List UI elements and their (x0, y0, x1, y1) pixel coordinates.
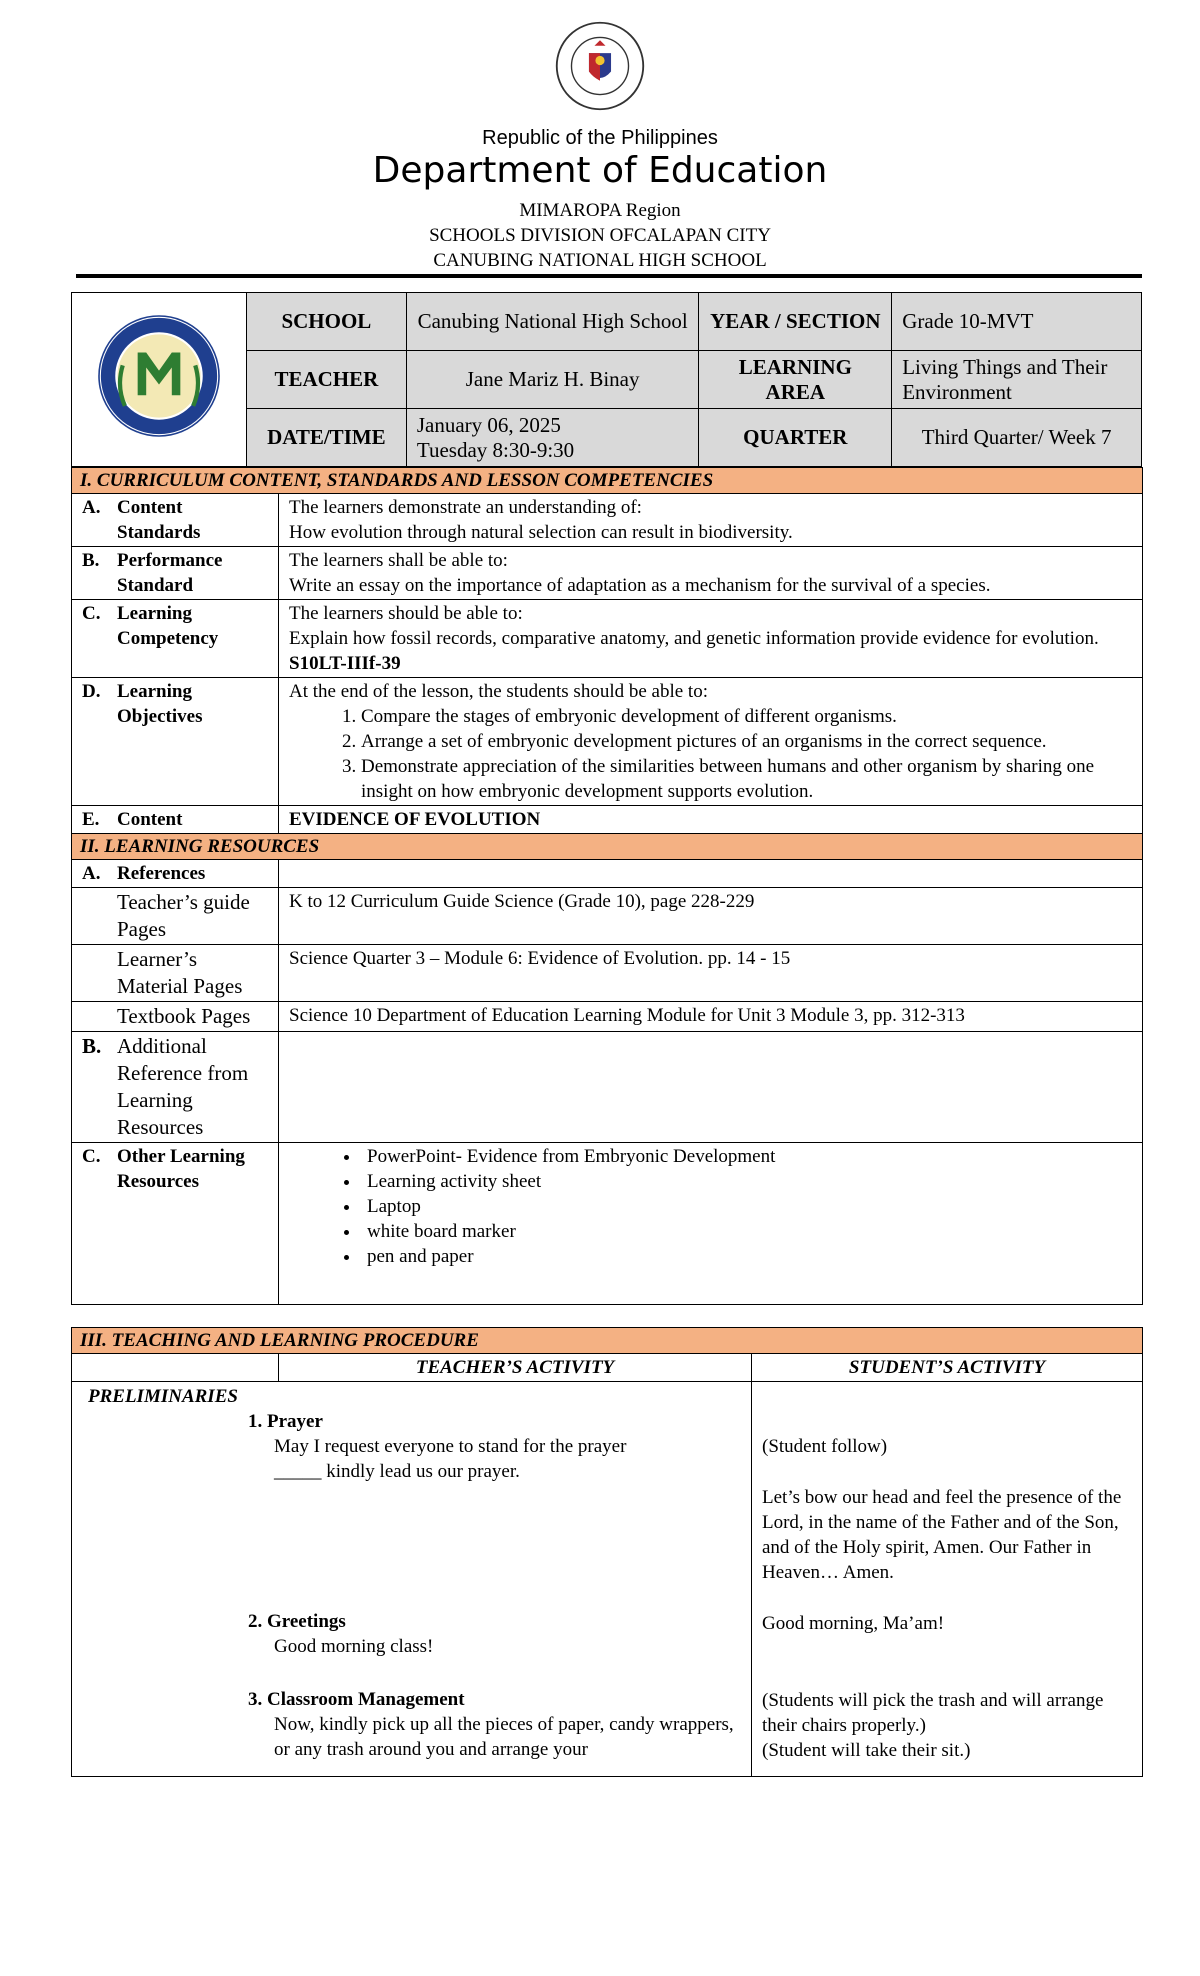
student-activity-cell: (Student follow) Let’s bow our head and feel the presence of the Lord, in the name of the Father and of the Son, and of the Holy spirit, Amen. Our Father in Heaven… Amen. Good morning, Ma’am! (Students will pick the trash and will arrange their chairs properly.) (Student will take their sit.) (752, 1382, 1143, 1777)
other-resources-value (279, 1143, 1143, 1305)
content-standards-label: A. Content Standards (72, 494, 279, 547)
procedure-table (71, 1327, 1143, 1777)
learning-objectives-label: D. Learning Objectives (72, 678, 279, 806)
references-label: A. References (72, 860, 279, 888)
prayer-heading: 1. Prayer (248, 1411, 323, 1432)
teacher-value: Jane Mariz H. Binay (406, 351, 699, 409)
date-time-label: DATE/TIME (246, 409, 406, 467)
classroom-management-heading: 3. Classroom Management (248, 1689, 465, 1710)
header-lines (0, 198, 1200, 273)
department-title: Department of Education (372, 150, 828, 191)
teachers-guide-value: K to 12 Curriculum Guide Science (Grade 10), page 228-229 (279, 888, 1143, 945)
blank-head-cell (72, 1354, 279, 1382)
learning-competency-value: The learners should be able to: Explain how fossil records, comparative anatomy, and genetic information provide evidence for evolution. S10LT-IIIf-39 (279, 600, 1143, 678)
textbook-value: Science 10 Department of Education Learning Module for Unit 3 Module 3, pp. 312-313 (279, 1002, 1143, 1032)
content-standards-value: The learners demonstrate an understanding of: How evolution through natural selection can result in biodiversity. (279, 494, 1143, 547)
region-line: MIMAROPA Region (519, 200, 681, 221)
other-resources-label: C. Other Learning Resources (72, 1143, 279, 1305)
quarter-value: Third Quarter/ Week 7 (892, 409, 1142, 467)
learning-competency-label: C. Learning Competency (72, 600, 279, 678)
objective-item: 3. Demonstrate appreciation of the similarities between humans and other organism by sharing one insight on how embryonic development supports evolution. (361, 754, 1132, 804)
teacher-label: TEACHER (246, 351, 406, 409)
teacher-activity-cell: PRELIMINARIES 1. Prayer May I request everyone to stand for the prayer _____ kindly lead us our prayer. 2. Greetings Good morning class! 3. Classroom Management Now, kindly pick up all the pieces of paper, candy wrappers, or any trash around you and arrange your (72, 1382, 752, 1777)
school-value: Canubing National High School (406, 293, 699, 351)
objective-item: 1. Compare the stages of embryonic development of different organisms. (361, 704, 1132, 729)
date-time-value (406, 409, 699, 467)
teachers-guide-label: Teacher’s guide Pages (72, 888, 279, 945)
year-section-value: Grade 10-MVT (892, 293, 1142, 351)
school-logo-cell (72, 293, 247, 467)
performance-standard-label: B. Performance Standard (72, 547, 279, 600)
time-value: Tuesday 8:30-9:30 (416, 437, 575, 462)
objective-item: 2. Arrange a set of embryonic development pictures of an organisms in the correct sequence. (361, 729, 1132, 754)
resource-item: • Learning activity sheet (361, 1169, 1132, 1194)
school-logo (95, 312, 223, 440)
references-value (279, 860, 1143, 888)
resource-item: • PowerPoint- Evidence from Embryonic Development (361, 1144, 1132, 1169)
resource-item: • white board marker (361, 1219, 1132, 1244)
section-1-title: I. CURRICULUM CONTENT, STANDARDS AND LESSON COMPETENCIES (72, 468, 1143, 494)
preliminaries-heading: PRELIMINARIES (88, 1386, 238, 1407)
student-activity-head: STUDENT’S ACTIVITY (752, 1354, 1143, 1382)
quarter-label: QUARTER (699, 409, 892, 467)
content-value: EVIDENCE OF EVOLUTION (279, 806, 1143, 834)
school-label: SCHOOL (246, 293, 406, 351)
performance-standard-value: The learners shall be able to: Write an essay on the importance of adaptation as a mechanism for the survival of a species. (279, 547, 1143, 600)
learning-area-label: LEARNING AREA (699, 351, 892, 409)
year-section-label: YEAR / SECTION (699, 293, 892, 351)
deped-seal-logo (554, 20, 646, 112)
school-info-table (71, 292, 1142, 467)
learners-material-label: Learner’s Material Pages (72, 945, 279, 1002)
date-value: January 06, 2025 (416, 412, 561, 437)
textbook-label: Textbook Pages (72, 1002, 279, 1032)
teacher-activity-head: TEACHER’S ACTIVITY (279, 1354, 752, 1382)
resource-item: • pen and paper (361, 1244, 1132, 1269)
republic-line: Republic of the Philippines (482, 127, 718, 149)
learning-area-value: Living Things and Their Environment (892, 351, 1142, 409)
header-divider (76, 274, 1142, 278)
resources-list (289, 1144, 1132, 1269)
learning-objectives-value: At the end of the lesson, the students should be able to: 1. Compare the stages of embryonic development of different organisms. 2. Arrange a set of embryonic development pictures of an organisms in the correct sequence. 3. Demonstrate appreciation of the similarities between humans and other organism by sharing one insight on how embryonic development supports evolution. (279, 678, 1143, 806)
competency-code: S10LT-IIIf-39 (289, 653, 401, 674)
section-2-title: II. LEARNING RESOURCES (72, 834, 1143, 860)
division-line: SCHOOLS DIVISION OFCALAPAN CITY (429, 225, 771, 246)
resource-item: • Laptop (361, 1194, 1132, 1219)
school-line: CANUBING NATIONAL HIGH SCHOOL (433, 250, 767, 271)
content-label: E. Content (72, 806, 279, 834)
section-3-title: III. TEACHING AND LEARNING PROCEDURE (72, 1328, 1143, 1354)
additional-reference-value (279, 1032, 1143, 1143)
greetings-heading: 2. Greetings (248, 1611, 346, 1632)
curriculum-table (71, 467, 1143, 1305)
learners-material-value: Science Quarter 3 – Module 6: Evidence of Evolution. pp. 14 - 15 (279, 945, 1143, 1002)
objectives-list (289, 704, 1132, 804)
additional-reference-label: B. Additional Reference from Learning Resources (72, 1032, 279, 1143)
